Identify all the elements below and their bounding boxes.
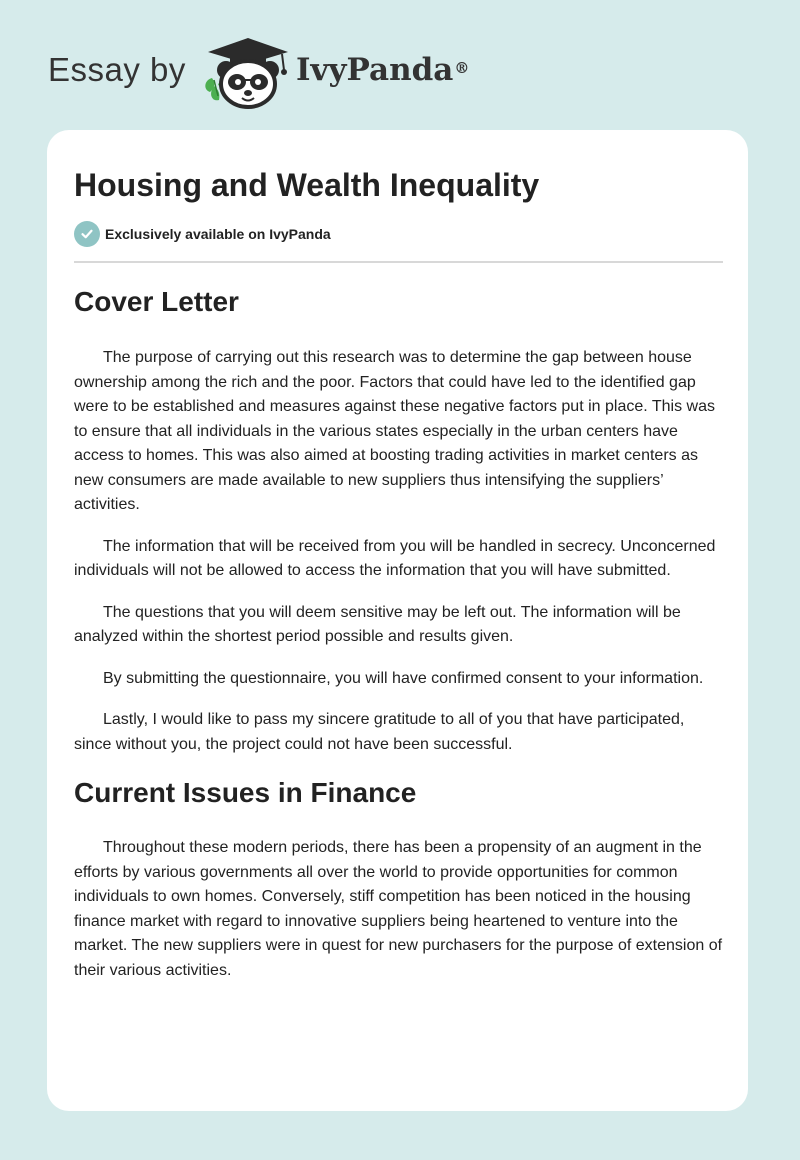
essay-card (47, 130, 748, 1111)
paragraph: The questions that you will deem sensitive may be left out. The information will be analyzed within the shortest period possible and results given. (74, 603, 681, 645)
brand-name[interactable] (296, 50, 469, 90)
essay-by-label: Essay by (48, 51, 186, 88)
essay-body (74, 280, 726, 983)
exclusive-badge-text: Exclusively available on IvyPanda (105, 226, 331, 242)
page-title: Housing and Wealth Inequality (74, 167, 540, 203)
panda-mascot-icon (200, 34, 296, 110)
paragraph: By submitting the questionnaire, you will have confirmed consent to your information. (103, 669, 704, 687)
paragraph: Throughout these modern periods, there has been a propensity of an augment in the efforts by various governments all over the world to provide opportunities for common individuals to own homes. Conversely, stiff competition has been noticed in the housing finance market with regard to innovative suppliers being heartened to venture into the market. The new suppliers were in quest for new purchasers for the purpose of extension of their various activities. (74, 839, 723, 979)
section-heading: Current Issues in Finance (74, 777, 417, 808)
exclusive-badge (74, 221, 331, 247)
site-header (0, 0, 800, 120)
brand-name-text: IvyPanda (296, 52, 454, 88)
paragraph: The information that will be received from you will be handled in secrecy. Unconcerned individuals will not be allowed to access the information that you will have submitted. (74, 537, 716, 579)
ivypanda-logo[interactable] (200, 34, 296, 110)
title-divider (74, 261, 723, 263)
check-circle-icon (74, 221, 100, 247)
section-current-issues (74, 771, 726, 983)
registered-mark: ® (454, 59, 470, 77)
paragraph: Lastly, I would like to pass my sincere gratitude to all of you that have participated, since without you, the project could not have been successful. (74, 711, 685, 753)
section-cover-letter (74, 280, 726, 757)
paragraph: The purpose of carrying out this research was to determine the gap between house ownership among the rich and the poor. Factors that could have led to the identified gap were to be established and measures against these negative factors put in place. This was to ensure that all individuals in the various states especially in the urban centers have access to homes. This was also aimed at boosting trading activities in market centers as new consumers are made available to new suppliers thus intensifying the suppliers’ activities. (74, 349, 715, 513)
section-heading: Cover Letter (74, 286, 239, 317)
